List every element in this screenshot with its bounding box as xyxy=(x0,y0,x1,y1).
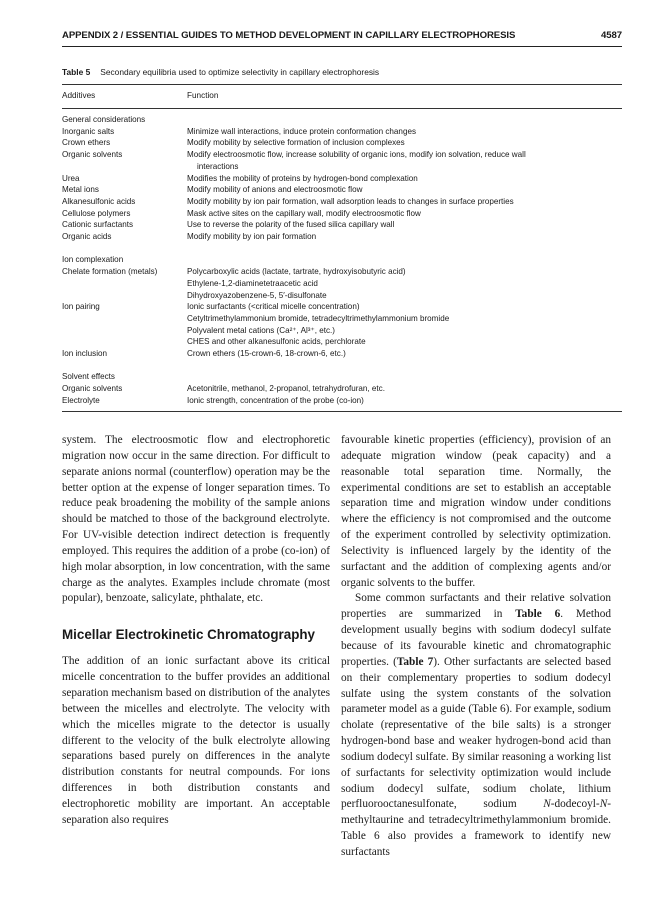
section-heading-text: Solvent effects xyxy=(62,372,115,382)
additive-cell: Alkanesulfonic acids xyxy=(62,196,136,206)
function-cell xyxy=(187,231,607,243)
function-line: Modify mobility by ion pair formation, wall adsorption leads to changes in surface properties xyxy=(187,196,514,206)
function-cell xyxy=(187,137,607,149)
table-row xyxy=(62,383,622,395)
table-row xyxy=(62,231,622,243)
left-column xyxy=(62,433,330,829)
table-caption xyxy=(62,67,379,77)
function-cell xyxy=(187,173,607,185)
table-6-ref: Table 6 xyxy=(515,608,561,621)
additive-cell: Electrolyte xyxy=(62,395,100,405)
table-7-ref: Table 7 xyxy=(396,655,434,668)
paragraph: favourable kinetic properties (efficiency), provision of an adequate migration window (peak capacity) and a reasonable total separation time. Normally, the experimental conditions are set to establish an acceptable separation time and migration window under conditions where the efficiency is not compromised and the outcome of the experiment controlled by selectivity optimization. Selectivity is influenced largely by the identity of the surfactant and the addition of complexing agents and/or organic solvents to the buffer. xyxy=(341,434,611,589)
section-gap xyxy=(62,243,622,255)
text-run: ). Other surfactants are selected based on their complementary properties to sodium dodecyl sulfate using the system constants of the solvation parameter model as a guide (Table 6). For example, sodium cholate (representative of the bile salts) is a stronger hydrogen-bond base and weaker hydrogen-bond acid than sodium dodecyl sulfate. By similar reasoning a working list of surfactants for selectivity optimization would include sodium dodecyl sulfate, sodium cholate, lithium perfluorooctanesulfonate, sodium xyxy=(341,655,611,811)
function-cell xyxy=(187,348,607,360)
section-gap xyxy=(62,360,622,372)
text-run: -methyltaurine and tetradecyltrimethylammonium bromide. Table 6 also provides a framework to identify new surfactants xyxy=(341,798,611,858)
function-cell xyxy=(187,383,607,395)
function-line: Minimize wall interactions, induce protein conformation changes xyxy=(187,126,416,136)
table-row xyxy=(62,348,622,360)
table-section-heading xyxy=(62,371,622,383)
additive-cell: Organic solvents xyxy=(62,384,123,394)
additive-cell: Inorganic salts xyxy=(62,126,115,136)
additive-cell: Organic acids xyxy=(62,232,112,242)
function-line: Modify electroosmotic flow, increase solubility of organic ions, modify ion solvation, reduce wall xyxy=(187,150,526,160)
header-rule xyxy=(62,46,622,47)
function-line: Modifies the mobility of proteins by hydrogen-bond complexation xyxy=(187,173,418,183)
table-row xyxy=(62,395,622,407)
text-run: . Method development usually begins with sodium dodecyl sulfate because of its favourable kinetic and chromatographic properties. ( xyxy=(341,608,612,668)
table-top-rule xyxy=(62,84,622,85)
function-cell xyxy=(187,208,607,220)
italic-n: N xyxy=(599,798,608,811)
section-heading: Micellar Electrokinetic Chromatography xyxy=(62,627,316,643)
function-line: Polyvalent metal cations (Ca²⁺, Al³⁺, etc.) xyxy=(187,325,335,335)
function-line: interactions xyxy=(197,161,239,171)
table-caption-text: Secondary equilibria used to optimize selectivity in capillary electrophoresis xyxy=(100,67,380,77)
function-line: Acetonitrile, methanol, 2-propanol, tetrahydrofuran, etc. xyxy=(187,384,385,394)
function-line: CHES and other alkanesulfonic acids, perchlorate xyxy=(187,337,366,347)
section-heading-text: General considerations xyxy=(62,115,146,124)
page-number: 4587 xyxy=(601,30,622,41)
function-cell xyxy=(187,395,607,407)
function-line: Use to reverse the polarity of the fused silica capillary wall xyxy=(187,220,395,230)
table-bottom-rule xyxy=(62,411,622,412)
additive-cell: Organic solvents xyxy=(62,150,123,160)
function-line: Mask active sites on the capillary wall, modify electroosmotic flow xyxy=(187,208,421,218)
table-row xyxy=(62,184,622,196)
function-line: Modify mobility of anions and electroosmotic flow xyxy=(187,185,363,195)
function-cell xyxy=(187,184,607,196)
function-cell xyxy=(187,219,607,231)
function-cell xyxy=(187,126,607,138)
function-line: Ionic strength, concentration of the probe (co-ion) xyxy=(187,395,364,405)
table-row xyxy=(62,196,622,208)
additive-cell: Metal ions xyxy=(62,185,99,195)
table-header-function: Function xyxy=(187,91,219,100)
table-row xyxy=(62,208,622,220)
italic-n: N xyxy=(543,798,551,811)
table-body xyxy=(62,114,622,407)
table-row xyxy=(62,173,622,185)
table-header-rule xyxy=(62,108,622,109)
table-row xyxy=(62,149,622,172)
additive-cell: Crown ethers xyxy=(62,138,111,148)
running-head xyxy=(62,30,622,41)
table-row xyxy=(62,126,622,138)
additive-cell: Cationic surfactants xyxy=(62,220,134,230)
table-row xyxy=(62,301,622,348)
additive-cell: Ion inclusion xyxy=(62,349,107,359)
paragraph xyxy=(341,591,611,860)
additive-cell: Chelate formation (metals) xyxy=(62,267,158,277)
function-line: Cetyltrimethylammonium bromide, tetradecyltrimethylammonium bromide xyxy=(187,313,450,323)
running-head-title: APPENDIX 2 / ESSENTIAL GUIDES TO METHOD DEVELOPMENT IN CAPILLARY ELECTROPHORESIS xyxy=(62,30,516,41)
function-line: Ethylene-1,2-diaminetetraacetic acid xyxy=(187,278,318,288)
table-section-heading xyxy=(62,254,622,266)
text-run: Some common surfactants and their relative solvation properties are summarized in xyxy=(341,592,611,621)
table-row xyxy=(62,219,622,231)
paragraph: The addition of an ionic surfactant above its critical micelle concentration to the buffer provides an additional separation mechanism based on distribution of the analytes between the micelles and electrolyte. The velocity with which the micelles migrate to the detector is usually different to the velocity of the bulk electrolyte allowing separations based purely on differences in the analyte distribution constants for neutral compounds. For ions differences in both distribution constants and electrophoretic mobility are important. An acceptable separation also requires xyxy=(62,655,330,826)
table-row xyxy=(62,137,622,149)
additive-cell: Cellulose polymers xyxy=(62,208,131,218)
function-cell xyxy=(187,266,607,301)
additive-cell: Ion pairing xyxy=(62,302,100,312)
paragraph: system. The electroosmotic flow and electrophoretic migration now occur in the same direction. For difficult to separate anions normal (counterflow) operation may be the better option at the expense of longer separation times. To reduce peak broadening the mobility of the sample anions should be matched to those of the background electrolyte. For UV-visible detection indirect detection is frequently employed. This requires the addition of a probe (co-ion) of high molar absorption, in low concentration, with the same charge as the analytes. Examples include chromate (most popular), benzoate, salicylate, phthalate, etc. xyxy=(62,434,330,605)
function-line: Ionic surfactants (<critical micelle concentration) xyxy=(187,302,360,312)
function-cell xyxy=(187,149,607,172)
function-line: Modify mobility by selective formation of inclusion complexes xyxy=(187,138,405,148)
section-heading-text: Ion complexation xyxy=(62,255,124,265)
function-cell xyxy=(187,301,607,348)
table-label: Table 5 xyxy=(62,67,91,77)
table-header-additives: Additives xyxy=(62,91,96,100)
function-line: Modify mobility by ion pair formation xyxy=(187,232,317,242)
function-cell xyxy=(187,196,607,208)
function-line: Crown ethers (15-crown-6, 18-crown-6, etc.) xyxy=(187,349,346,359)
additive-cell: Urea xyxy=(62,173,80,183)
function-line: Polycarboxylic acids (lactate, tartrate, hydroxyisobutyric acid) xyxy=(187,267,406,277)
right-column xyxy=(341,433,611,861)
table-section-heading xyxy=(62,114,622,126)
function-line: Dihydroxyazobenzene-5, 5′-disulfonate xyxy=(187,290,327,300)
text-run: -dodecoyl- xyxy=(550,798,600,811)
table-row xyxy=(62,266,622,301)
